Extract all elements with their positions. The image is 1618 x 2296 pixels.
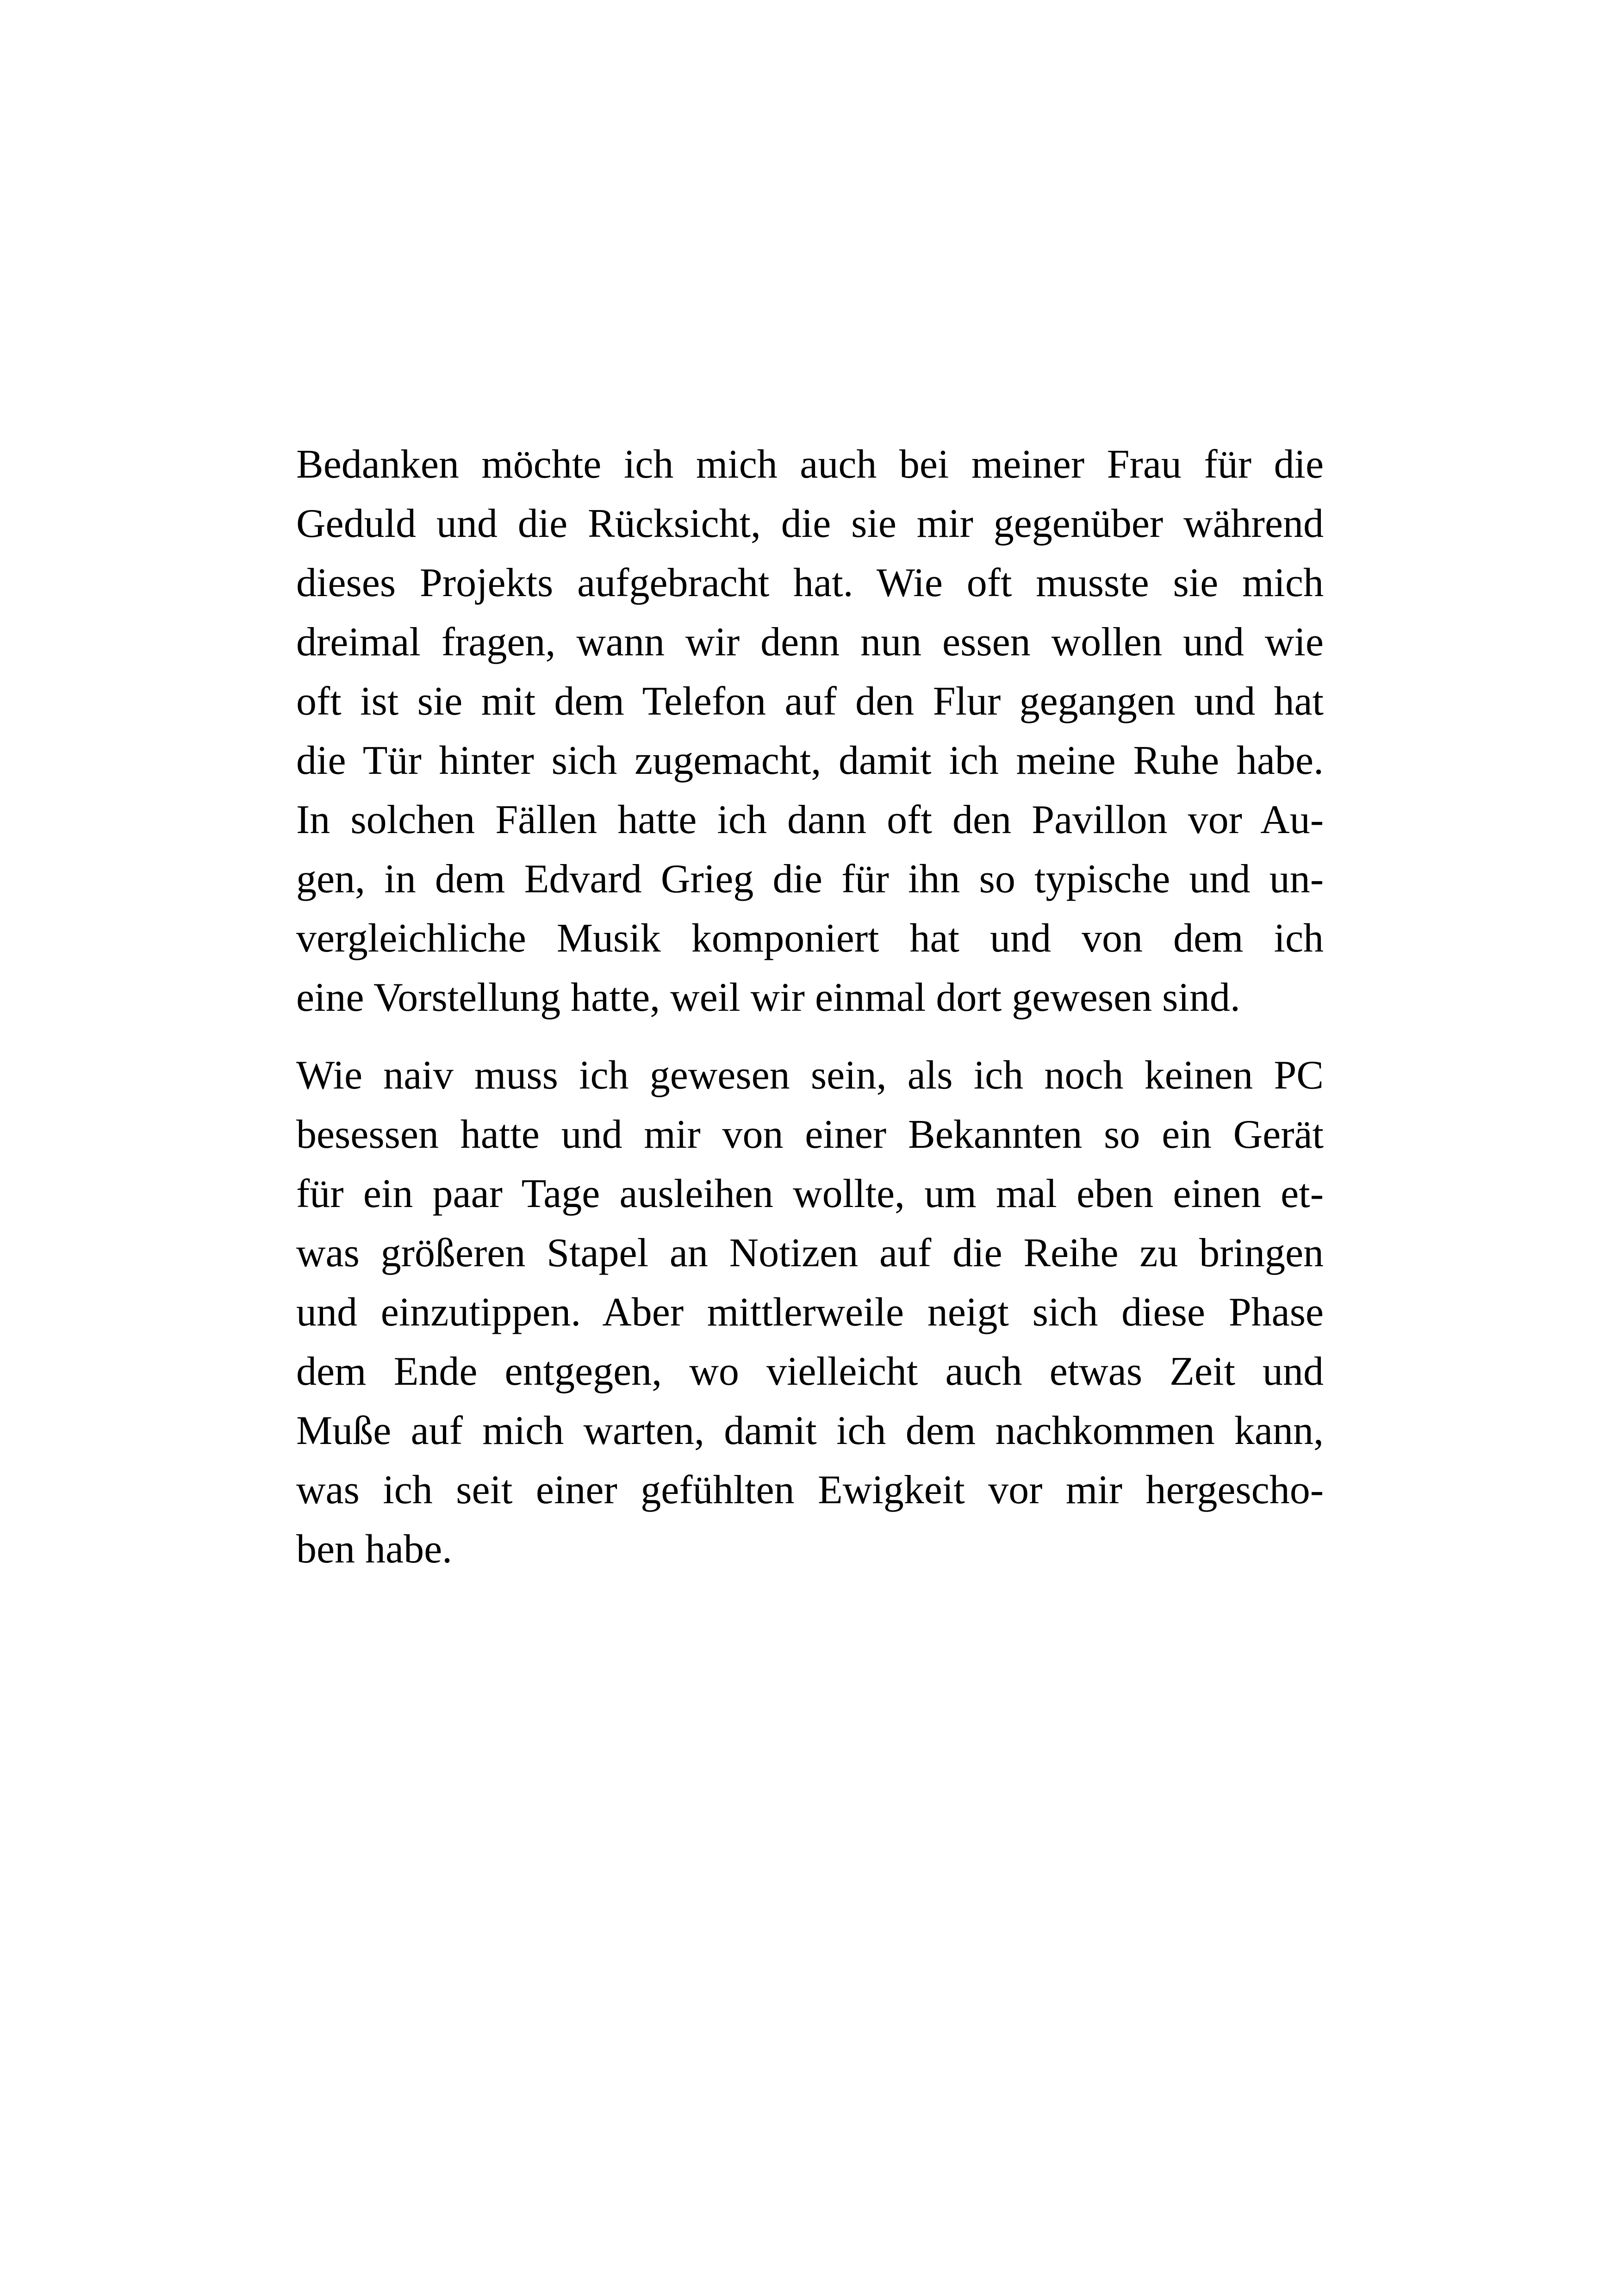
text-line: oft ist sie mit dem Telefon auf den Flur gegangen und hat — [296, 679, 1324, 724]
text-line: In solchen Fällen hatte ich dann oft den Pavillon vor Au- — [296, 797, 1324, 842]
text-line: gen, in dem Edvard Grieg die für ihn so typische und un- — [296, 857, 1324, 902]
text-line: vergleichliche Musik komponiert hat und von dem ich — [296, 916, 1324, 961]
text-line: Bedanken möchte ich mich auch bei meiner Frau für die — [296, 442, 1324, 487]
text-line: dem Ende entgegen, wo vielleicht auch etwas Zeit und — [296, 1349, 1324, 1394]
text-line: besessen hatte und mir von einer Bekannten so ein Gerät — [296, 1112, 1324, 1157]
text-line: was ich seit einer gefühlten Ewigkeit vor mir hergescho- — [296, 1468, 1324, 1512]
text-line: für ein paar Tage ausleihen wollte, um mal eben einen et- — [296, 1171, 1324, 1216]
text-line: Muße auf mich warten, damit ich dem nachkommen kann, — [296, 1408, 1324, 1453]
text-line: dieses Projekts aufgebracht hat. Wie oft musste sie mich — [296, 560, 1324, 605]
body-text — [296, 435, 1324, 1579]
text-line: Wie naiv muss ich gewesen sein, als ich noch keinen PC — [296, 1053, 1324, 1098]
text-line: Geduld und die Rücksicht, die sie mir gegenüber während — [296, 501, 1324, 546]
text-line: die Tür hinter sich zugemacht, damit ich meine Ruhe habe. — [296, 738, 1324, 783]
paragraph-reflection — [296, 1046, 1324, 1579]
text-line: ben habe. — [296, 1527, 453, 1572]
text-line: dreimal fragen, wann wir denn nun essen wollen und wie — [296, 620, 1324, 665]
text-line: eine Vorstellung hatte, weil wir einmal dort gewesen sind. — [296, 975, 1240, 1020]
text-line: was größeren Stapel an Notizen auf die Reihe zu bringen — [296, 1231, 1324, 1276]
paragraph-acknowledgement — [296, 435, 1324, 1027]
text-line: und einzutippen. Aber mittlerweile neigt sich diese Phase — [296, 1290, 1324, 1335]
